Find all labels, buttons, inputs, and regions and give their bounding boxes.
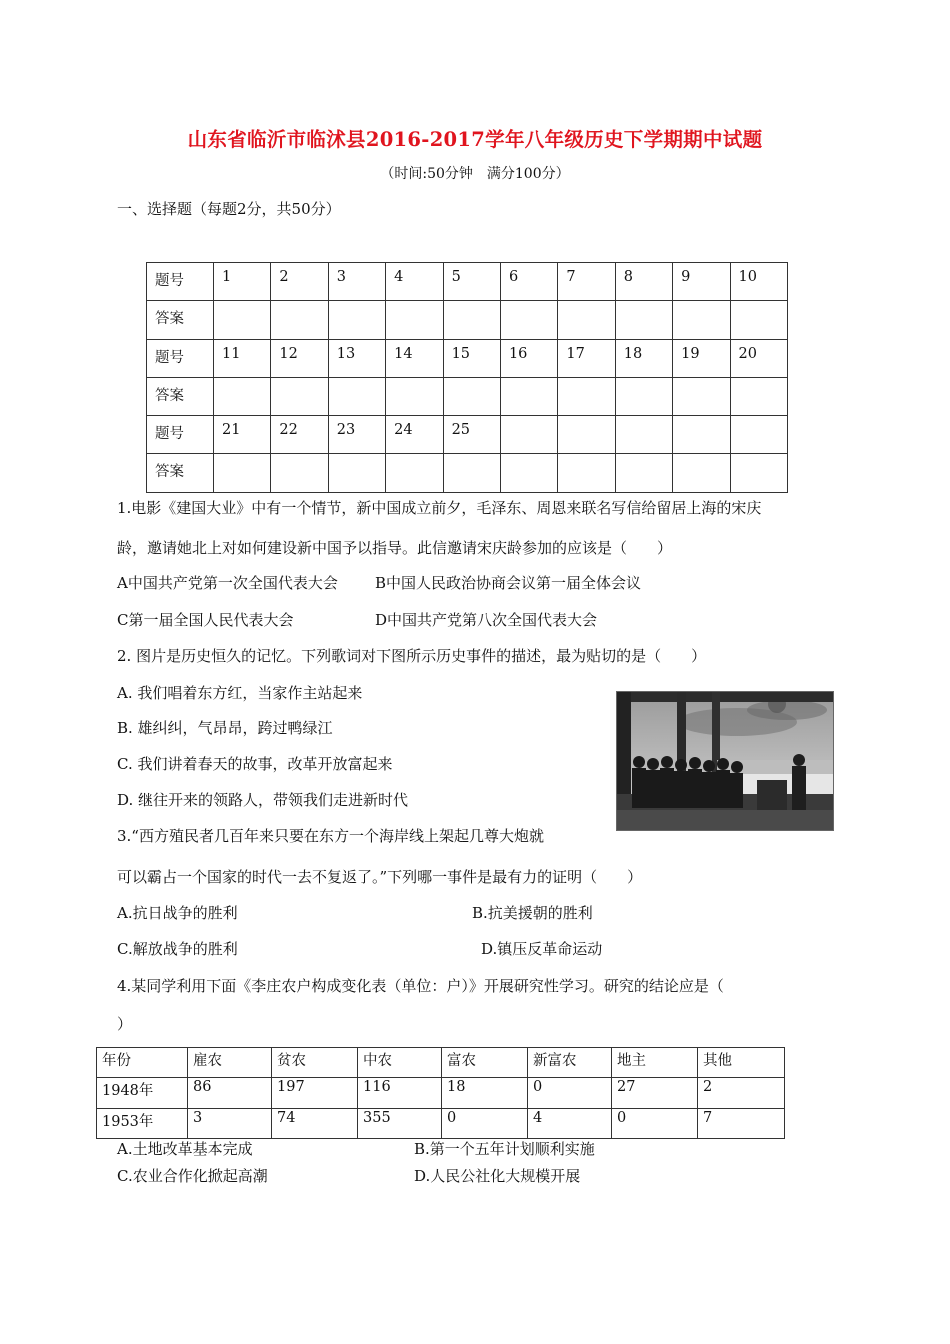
farm-table-header-cell: 地主 — [612, 1048, 698, 1078]
answer-grid-cell — [214, 377, 271, 415]
answer-grid-cell — [443, 454, 500, 492]
farm-table-cell: 4 — [528, 1108, 612, 1138]
answer-grid-cell — [673, 416, 730, 454]
answer-grid-cell: 10 — [730, 263, 787, 301]
answer-grid-cell — [730, 454, 787, 492]
farm-table-cell: 0 — [528, 1078, 612, 1108]
farm-table-header-cell: 中农 — [358, 1048, 442, 1078]
q1-option-c: C第一届全国人民代表大会 — [117, 611, 294, 629]
farm-table-header-cell: 新富农 — [528, 1048, 612, 1078]
farm-table-cell: 74 — [272, 1108, 358, 1138]
answer-grid-cell: 22 — [271, 416, 328, 454]
section-heading: 一、选择题（每题2分，共50分） — [117, 200, 341, 218]
q1-option-a: A中国共产党第一次全国代表大会 — [117, 574, 338, 592]
q3-option-b: B.抗美援朝的胜利 — [472, 904, 593, 922]
farm-table-header-cell: 雇农 — [188, 1048, 272, 1078]
q4-stem-line2: ） — [117, 1015, 133, 1033]
answer-grid-cell: 25 — [443, 416, 500, 454]
q1-option-b: B中国人民政治协商会议第一届全体会议 — [375, 574, 642, 592]
answer-grid — [146, 262, 788, 493]
answer-grid-cell: 14 — [386, 339, 443, 377]
answer-grid-cell: 7 — [558, 263, 615, 301]
answer-grid-cell — [386, 377, 443, 415]
farm-table-cell: 3 — [188, 1108, 272, 1138]
q4-option-a: A.土地改革基本完成 — [117, 1140, 253, 1158]
q1-option-d: D中国共产党第八次全国代表大会 — [375, 611, 598, 629]
answer-grid-row-label: 答案 — [147, 454, 214, 492]
answer-grid-cell — [500, 454, 557, 492]
answer-grid-cell — [214, 454, 271, 492]
answer-grid-row — [147, 454, 788, 492]
farm-table-header-cell: 富农 — [442, 1048, 528, 1078]
q1-stem-line2: 龄，邀请她北上对如何建设新中国予以指导。此信邀请宋庆龄参加的应该是（ ） — [117, 539, 673, 557]
q3-stem-line2: 可以霸占一个国家的时代一去不复返了。”下列哪一事件是最有力的证明（ ） — [117, 868, 643, 886]
answer-grid-cell: 18 — [615, 339, 672, 377]
farm-table-cell: 86 — [188, 1078, 272, 1108]
exam-subtitle: （时间:50分钟 满分100分） — [380, 166, 570, 182]
answer-grid-cell — [615, 416, 672, 454]
answer-grid-row-label: 题号 — [147, 339, 214, 377]
table-row — [97, 1078, 785, 1108]
q2-option-a: A. 我们唱着东方红，当家作主站起来 — [117, 684, 363, 702]
answer-grid-row — [147, 377, 788, 415]
farm-table-header-cell: 年份 — [97, 1048, 188, 1078]
answer-grid-cell — [558, 454, 615, 492]
answer-grid-row — [147, 416, 788, 454]
farm-table-cell: 116 — [358, 1078, 442, 1108]
answer-grid-cell: 5 — [443, 263, 500, 301]
answer-grid-cell — [271, 377, 328, 415]
q4-stem-line1: 4.某同学利用下面《李庄农户构成变化表（单位：户）》开展研究性学习。研究的结论应是（ — [117, 977, 724, 995]
answer-grid-cell: 23 — [328, 416, 385, 454]
answer-grid-cell: 2 — [271, 263, 328, 301]
farm-table-cell: 1948年 — [97, 1078, 188, 1108]
answer-grid-cell — [386, 454, 443, 492]
answer-grid-cell — [673, 301, 730, 339]
answer-grid-cell — [443, 377, 500, 415]
answer-grid-cell — [615, 377, 672, 415]
answer-grid-row-label: 答案 — [147, 377, 214, 415]
answer-grid-row — [147, 263, 788, 301]
answer-grid-cell: 17 — [558, 339, 615, 377]
q3-option-a: A.抗日战争的胜利 — [117, 904, 238, 922]
answer-grid-cell: 24 — [386, 416, 443, 454]
answer-grid-row-label: 题号 — [147, 416, 214, 454]
q3-option-d: D.镇压反革命运动 — [481, 940, 603, 958]
farm-table-header-cell: 贫农 — [272, 1048, 358, 1078]
answer-grid-cell — [328, 454, 385, 492]
answer-grid-cell — [673, 454, 730, 492]
q2-option-c: C. 我们讲着春天的故事，改革开放富起来 — [117, 755, 393, 773]
answer-grid-cell: 9 — [673, 263, 730, 301]
q2-stem: 2. 图片是历史恒久的记忆。下列歌词对下图所示历史事件的描述，最为贴切的是（ ） — [117, 647, 707, 665]
exam-title: 山东省临沂市临沭县2016-2017学年八年级历史下学期期中试题 — [187, 128, 763, 151]
answer-grid-cell — [214, 301, 271, 339]
answer-grid-cell: 11 — [214, 339, 271, 377]
answer-grid-cell — [386, 301, 443, 339]
q2-option-d: D. 继往开来的领路人，带领我们走进新时代 — [117, 791, 409, 809]
farm-table-cell: 197 — [272, 1078, 358, 1108]
farm-household-table — [96, 1047, 785, 1139]
answer-grid-cell — [558, 377, 615, 415]
answer-grid-cell — [558, 301, 615, 339]
farm-table-header-cell: 其他 — [698, 1048, 785, 1078]
table-row — [97, 1108, 785, 1138]
answer-grid-cell — [673, 377, 730, 415]
farm-table-cell: 7 — [698, 1108, 785, 1138]
farm-table-cell: 1953年 — [97, 1108, 188, 1138]
farm-table-cell: 355 — [358, 1108, 442, 1138]
answer-grid-cell — [730, 301, 787, 339]
farm-table-cell: 18 — [442, 1078, 528, 1108]
answer-grid-row — [147, 301, 788, 339]
answer-grid-cell — [500, 301, 557, 339]
answer-grid-cell: 1 — [214, 263, 271, 301]
farm-table-cell: 27 — [612, 1078, 698, 1108]
q2-option-b: B. 雄纠纠，气昂昂，跨过鸭绿江 — [117, 719, 333, 737]
answer-grid-cell — [271, 301, 328, 339]
answer-grid-cell: 4 — [386, 263, 443, 301]
answer-grid-cell: 13 — [328, 339, 385, 377]
answer-grid-cell: 16 — [500, 339, 557, 377]
answer-grid-row — [147, 339, 788, 377]
answer-grid-cell: 19 — [673, 339, 730, 377]
answer-grid-cell — [500, 416, 557, 454]
answer-grid-cell: 6 — [500, 263, 557, 301]
answer-grid-cell — [328, 377, 385, 415]
answer-grid-cell: 3 — [328, 263, 385, 301]
answer-grid-cell — [730, 416, 787, 454]
farm-table-cell: 0 — [442, 1108, 528, 1138]
answer-grid-cell — [615, 301, 672, 339]
answer-grid-cell — [328, 301, 385, 339]
q3-stem-line1: 3.“西方殖民者几百年来只要在东方一个海岸线上架起几尊大炮就 — [117, 827, 544, 845]
answer-grid-cell: 21 — [214, 416, 271, 454]
answer-grid-cell: 8 — [615, 263, 672, 301]
q4-option-c: C.农业合作化掀起高潮 — [117, 1167, 268, 1185]
answer-grid-cell: 12 — [271, 339, 328, 377]
answer-grid-cell — [271, 454, 328, 492]
answer-grid-cell: 15 — [443, 339, 500, 377]
answer-grid-cell — [730, 377, 787, 415]
farm-table-cell: 2 — [698, 1078, 785, 1108]
answer-grid-row-label: 题号 — [147, 263, 214, 301]
q4-option-d: D.人民公社化大规模开展 — [414, 1167, 581, 1185]
answer-grid-cell — [558, 416, 615, 454]
q4-option-b: B.第一个五年计划顺利实施 — [414, 1140, 595, 1158]
farm-table-cell: 0 — [612, 1108, 698, 1138]
founding-ceremony-photo — [616, 691, 834, 831]
answer-grid-cell — [615, 454, 672, 492]
q1-stem-line1: 1.电影《建国大业》中有一个情节，新中国成立前夕，毛泽东、周恩来联名写信给留居上海的宋庆 — [117, 499, 762, 517]
answer-grid-cell — [500, 377, 557, 415]
answer-grid-row-label: 答案 — [147, 301, 214, 339]
farm-table-header — [97, 1048, 785, 1078]
answer-grid-cell — [443, 301, 500, 339]
answer-grid-cell: 20 — [730, 339, 787, 377]
q3-option-c: C.解放战争的胜利 — [117, 940, 238, 958]
